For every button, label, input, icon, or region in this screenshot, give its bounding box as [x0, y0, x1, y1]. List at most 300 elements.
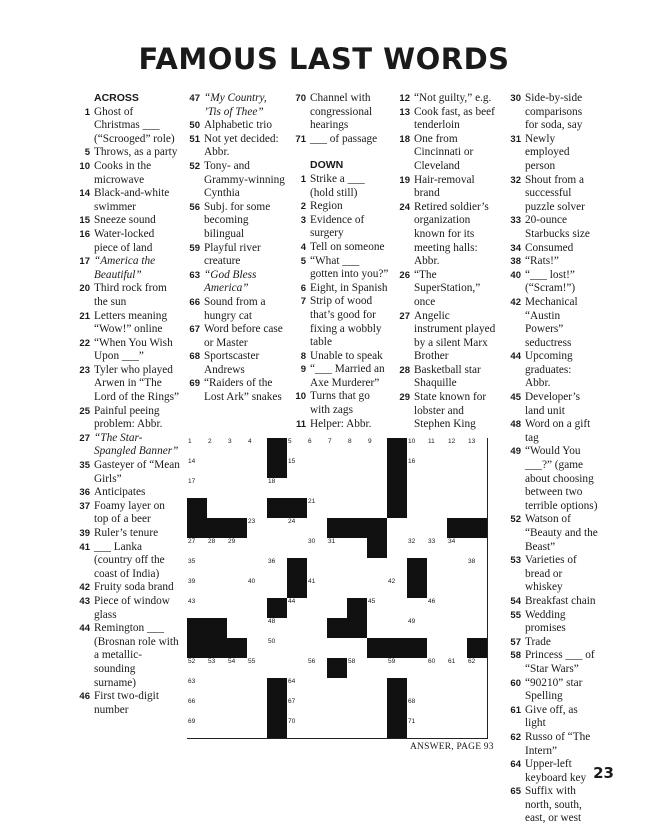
grid-cell[interactable]: [347, 558, 368, 579]
grid-cell[interactable]: [447, 478, 468, 499]
clue-item: [502, 609, 598, 636]
grid-cell[interactable]: [207, 498, 228, 519]
grid-cell-black: [327, 658, 348, 679]
grid-cell[interactable]: [367, 598, 388, 619]
grid-cell[interactable]: [207, 718, 228, 739]
grid-cell[interactable]: [207, 438, 228, 459]
grid-cell[interactable]: [367, 478, 388, 499]
clue-text: Region: [310, 200, 343, 213]
clue-text: Unable to speak: [310, 349, 383, 362]
grid-cell[interactable]: [427, 538, 448, 559]
clue-number: 59: [189, 242, 200, 254]
grid-cell[interactable]: [207, 698, 228, 719]
grid-cell[interactable]: [387, 558, 408, 579]
grid-cell[interactable]: [187, 698, 208, 719]
clue-item: [392, 364, 498, 391]
grid-cell[interactable]: [407, 458, 428, 479]
grid-cell[interactable]: [347, 578, 368, 599]
grid-cell[interactable]: [227, 578, 248, 599]
clue-number: 69: [189, 378, 200, 390]
answer-note: ANSWER, PAGE 93: [410, 742, 494, 752]
clue-text: Eight, in Spanish: [310, 281, 388, 294]
grid-cell[interactable]: [307, 598, 328, 619]
grid-cell[interactable]: [187, 478, 208, 499]
grid-cell-black: [347, 518, 368, 539]
grid-cell[interactable]: [227, 598, 248, 619]
grid-cell[interactable]: [307, 538, 328, 559]
cell-number: 39: [188, 578, 196, 585]
grid-cell[interactable]: [407, 618, 428, 639]
grid-cell[interactable]: [347, 658, 368, 679]
grid-cell[interactable]: [247, 618, 268, 639]
grid-cell[interactable]: [367, 698, 388, 719]
grid-cell[interactable]: [187, 558, 208, 579]
clue-text: Alphabetic trio: [204, 119, 273, 132]
clue-item: [290, 200, 390, 214]
grid-cell[interactable]: [407, 438, 428, 459]
grid-cell[interactable]: [347, 718, 368, 739]
grid-cell[interactable]: [247, 438, 268, 459]
clue-number: 53: [510, 555, 521, 567]
grid-cell[interactable]: [447, 658, 468, 679]
grid-cell[interactable]: [247, 518, 268, 539]
clue-number: 39: [79, 528, 90, 539]
grid-cell[interactable]: [287, 458, 308, 479]
grid-cell[interactable]: [247, 538, 268, 559]
cell-number: 13: [468, 438, 476, 445]
clue-column-4: [392, 92, 498, 432]
grid-cell[interactable]: [367, 578, 388, 599]
grid-cell[interactable]: [327, 538, 348, 559]
grid-cell[interactable]: [447, 678, 468, 699]
clue-item: [74, 459, 180, 486]
grid-cell[interactable]: [427, 698, 448, 719]
grid-cell[interactable]: [447, 538, 468, 559]
grid-cell[interactable]: [387, 598, 408, 619]
grid-cell[interactable]: [327, 598, 348, 619]
grid-cell[interactable]: [307, 658, 328, 679]
clue-number: 62: [510, 731, 521, 743]
grid-cell[interactable]: [187, 658, 208, 679]
grid-cell[interactable]: [407, 518, 428, 539]
grid-cell[interactable]: [247, 578, 268, 599]
cell-number: 54: [228, 658, 236, 665]
grid-cell[interactable]: [207, 538, 228, 559]
clue-text: Developer’s land unit: [525, 391, 581, 417]
grid-cell[interactable]: [447, 578, 468, 599]
grid-cell[interactable]: [227, 678, 248, 699]
cell-number: 16: [408, 458, 416, 465]
across-heading-row: [74, 92, 180, 106]
clue-text: Ghost of Christmas ___ (“Scrooged” role): [94, 105, 175, 145]
grid-cell[interactable]: [227, 478, 248, 499]
grid-cell[interactable]: [187, 538, 208, 559]
cell-number: 68: [408, 698, 416, 705]
grid-cell[interactable]: [247, 678, 268, 699]
grid-cell[interactable]: [427, 618, 448, 639]
grid-cell[interactable]: [287, 518, 308, 539]
clue-item: [186, 201, 286, 242]
clue-text: Princess ___ of “Star Wars”: [525, 649, 595, 675]
grid-cell[interactable]: [307, 438, 328, 459]
grid-cell[interactable]: [407, 478, 428, 499]
grid-cell[interactable]: [227, 658, 248, 679]
grid-cell[interactable]: [467, 698, 488, 719]
clue-text: Wedding promises: [525, 608, 566, 635]
grid-cell[interactable]: [287, 718, 308, 739]
clue-number: 66: [189, 296, 200, 308]
grid-cell[interactable]: [427, 458, 448, 479]
cell-number: 64: [288, 678, 296, 685]
down-clue-list: [290, 173, 390, 431]
cell-number: 67: [288, 698, 296, 705]
clue-number: 31: [510, 133, 521, 145]
grid-cell[interactable]: [227, 538, 248, 559]
grid-cell[interactable]: [427, 578, 448, 599]
grid-cell[interactable]: [447, 458, 468, 479]
clue-item: [392, 391, 498, 432]
cell-number: 44: [288, 598, 296, 605]
clue-text: Basketball star Shaquille: [414, 363, 481, 390]
clue-text: Fruity soda brand: [94, 581, 174, 594]
clue-text: Channel with congressional hearings: [310, 92, 373, 132]
grid-cell-black: [287, 558, 308, 579]
clue-text: Give off, as light: [525, 703, 578, 730]
grid-cell[interactable]: [467, 718, 488, 739]
clue-item: [74, 187, 180, 214]
grid-cell[interactable]: [327, 438, 348, 459]
grid-cell[interactable]: [247, 598, 268, 619]
grid-cell[interactable]: [467, 658, 488, 679]
clue-item: [502, 174, 598, 215]
grid-cell[interactable]: [367, 658, 388, 679]
clue-item: [502, 418, 598, 445]
clue-number: 52: [189, 160, 200, 172]
grid-cell[interactable]: [467, 478, 488, 499]
grid-cell[interactable]: [467, 438, 488, 459]
grid-cell[interactable]: [187, 438, 208, 459]
grid-cell[interactable]: [247, 498, 268, 519]
clue-text: Retired soldier’s organization known for its meeting halls: Abbr.: [414, 200, 489, 268]
grid-cell[interactable]: [447, 718, 468, 739]
clue-number: 46: [79, 691, 90, 703]
grid-cell-black: [367, 538, 388, 559]
grid-cell[interactable]: [227, 458, 248, 479]
grid-cell[interactable]: [447, 438, 468, 459]
grid-cell[interactable]: [447, 558, 468, 579]
grid-cell[interactable]: [227, 498, 248, 519]
grid-cell-black: [187, 518, 208, 539]
clue-number: 1: [300, 173, 306, 185]
grid-cell[interactable]: [227, 558, 248, 579]
grid-cell[interactable]: [287, 598, 308, 619]
grid-cell[interactable]: [367, 498, 388, 519]
grid-cell[interactable]: [327, 558, 348, 579]
clue-text: “Raiders of the Lost Ark” snakes: [204, 377, 282, 404]
clue-item: [392, 201, 498, 269]
grid-cell[interactable]: [347, 698, 368, 719]
clue-text: “God Bless America”: [204, 268, 257, 295]
clue-item: [186, 92, 286, 119]
grid-cell[interactable]: [407, 718, 428, 739]
grid-cell[interactable]: [407, 658, 428, 679]
grid-cell[interactable]: [427, 498, 448, 519]
clue-item: [74, 106, 180, 147]
grid-cell[interactable]: [207, 558, 228, 579]
clue-number: 27: [79, 432, 90, 444]
grid-cell[interactable]: [247, 558, 268, 579]
grid-cell[interactable]: [327, 578, 348, 599]
clue-item: [502, 255, 598, 269]
clue-text: “America the Beautiful”: [94, 255, 156, 281]
clue-number: 35: [79, 460, 90, 472]
clue-text: Side-by-side comparisons for soda, say: [525, 92, 583, 132]
clue-number: 71: [295, 133, 306, 145]
grid-cell[interactable]: [367, 438, 388, 459]
grid-cell[interactable]: [307, 518, 328, 539]
grid-cell[interactable]: [387, 518, 408, 539]
grid-cell[interactable]: [327, 678, 348, 699]
grid-cell[interactable]: [207, 678, 228, 699]
grid-cell[interactable]: [367, 558, 388, 579]
grid-cell[interactable]: [307, 618, 328, 639]
clue-item: [74, 622, 180, 690]
grid-cell[interactable]: [287, 618, 308, 639]
grid-cell[interactable]: [207, 598, 228, 619]
grid-cell[interactable]: [247, 638, 268, 659]
grid-cell[interactable]: [267, 538, 288, 559]
clue-number: 41: [79, 541, 90, 553]
grid-cell[interactable]: [287, 678, 308, 699]
cell-number: 70: [288, 718, 296, 725]
clue-number: 11: [295, 418, 306, 430]
grid-cell[interactable]: [307, 638, 328, 659]
clue-item: [502, 513, 598, 554]
grid-cell[interactable]: [327, 478, 348, 499]
grid-cell[interactable]: [347, 678, 368, 699]
clue-text: Russo of “The Intern”: [525, 730, 591, 757]
grid-cell[interactable]: [407, 698, 428, 719]
grid-cell[interactable]: [287, 698, 308, 719]
clue-text: “Would You ___?” (game about choosing between two terrible options): [525, 445, 598, 512]
clue-item: [392, 269, 498, 310]
grid-cell[interactable]: [427, 438, 448, 459]
grid-cell[interactable]: [347, 438, 368, 459]
clue-item: [392, 106, 498, 133]
page-number: 23: [593, 764, 614, 782]
grid-cell-black: [207, 518, 228, 539]
grid-cell[interactable]: [407, 538, 428, 559]
grid-cell[interactable]: [227, 618, 248, 639]
grid-cell[interactable]: [247, 718, 268, 739]
grid-cell[interactable]: [427, 678, 448, 699]
grid-cell[interactable]: [207, 658, 228, 679]
grid-cell[interactable]: [227, 718, 248, 739]
grid-cell[interactable]: [467, 578, 488, 599]
clue-text: Suffix with north, south, east, or west: [525, 785, 582, 825]
cell-number: 53: [208, 658, 216, 665]
grid-cell[interactable]: [427, 598, 448, 619]
clue-column-1: [74, 92, 180, 717]
cell-number: 2: [208, 438, 212, 445]
grid-cell[interactable]: [327, 638, 348, 659]
grid-cell[interactable]: [347, 478, 368, 499]
grid-cell[interactable]: [387, 538, 408, 559]
grid-cell[interactable]: [407, 678, 428, 699]
grid-cell-black: [287, 578, 308, 599]
grid-cell[interactable]: [187, 578, 208, 599]
grid-cell[interactable]: [287, 438, 308, 459]
grid-cell-black: [207, 618, 228, 639]
grid-cell[interactable]: [427, 558, 448, 579]
grid-cell[interactable]: [207, 478, 228, 499]
cell-number: 63: [188, 678, 196, 685]
grid-cell[interactable]: [427, 638, 448, 659]
grid-cell[interactable]: [267, 618, 288, 639]
grid-cell[interactable]: [267, 558, 288, 579]
grid-cell[interactable]: [247, 458, 268, 479]
grid-cell[interactable]: [187, 718, 208, 739]
grid-cell[interactable]: [307, 698, 328, 719]
grid-cell[interactable]: [307, 558, 328, 579]
clue-item: [290, 295, 390, 349]
clue-item: [290, 390, 390, 417]
grid-cell[interactable]: [207, 458, 228, 479]
clue-text: Sportscaster Andrews: [204, 350, 260, 376]
cell-number: 1: [188, 438, 192, 445]
clue-text: Upcoming graduates: Abbr.: [525, 350, 573, 390]
grid-cell[interactable]: [427, 658, 448, 679]
clue-number: 5: [84, 147, 90, 159]
clue-number: 40: [510, 269, 521, 281]
clue-text: Strike a ___ (hold still): [310, 172, 365, 199]
clue-text: “Rats!”: [525, 255, 559, 268]
grid-cell[interactable]: [407, 498, 428, 519]
grid-cell[interactable]: [467, 678, 488, 699]
grid-cell[interactable]: [367, 718, 388, 739]
grid-cell[interactable]: [447, 698, 468, 719]
clue-number: 61: [510, 704, 521, 716]
clue-text: Cook fast, as beef tenderloin: [414, 105, 495, 132]
grid-cell[interactable]: [447, 598, 468, 619]
clue-item: [502, 296, 598, 350]
clue-column-5: [502, 92, 598, 826]
grid-cell[interactable]: [187, 678, 208, 699]
grid-cell[interactable]: [407, 598, 428, 619]
grid-cell[interactable]: [467, 598, 488, 619]
grid-cell[interactable]: [307, 478, 328, 499]
grid-cell[interactable]: [247, 478, 268, 499]
grid-cell[interactable]: [447, 618, 468, 639]
grid-cell[interactable]: [327, 498, 348, 519]
grid-cell[interactable]: [187, 458, 208, 479]
clue-text: Cooks in the microwave: [94, 159, 152, 186]
clue-item: [392, 310, 498, 364]
clue-item: [502, 133, 598, 174]
clue-item: [502, 214, 598, 241]
grid-cell[interactable]: [247, 698, 268, 719]
grid-cell[interactable]: [267, 518, 288, 539]
cell-number: 10: [408, 438, 416, 445]
clue-text: “Not guilty,” e.g.: [414, 92, 492, 104]
grid-cell[interactable]: [367, 678, 388, 699]
grid-cell[interactable]: [227, 438, 248, 459]
grid-cell[interactable]: [307, 578, 328, 599]
grid-cell[interactable]: [467, 538, 488, 559]
grid-cell[interactable]: [227, 698, 248, 719]
grid-cell[interactable]: [207, 578, 228, 599]
grid-cell[interactable]: [267, 578, 288, 599]
clue-number: 3: [300, 214, 306, 226]
cell-number: 24: [288, 518, 296, 525]
clue-number: 21: [79, 310, 90, 322]
grid-cell[interactable]: [467, 618, 488, 639]
grid-cell[interactable]: [367, 458, 388, 479]
clue-text: Black-and-white swimmer: [94, 187, 170, 213]
clue-item: [74, 310, 180, 337]
cell-number: 11: [428, 438, 435, 445]
grid-cell[interactable]: [287, 538, 308, 559]
clue-number: 1: [84, 106, 90, 118]
grid-cell[interactable]: [267, 638, 288, 659]
clue-text: Remington ___ (Brosnan role with a metallic-sounding surname): [94, 622, 179, 689]
grid-cell[interactable]: [467, 458, 488, 479]
clue-item: [74, 595, 180, 622]
grid-cell[interactable]: [267, 478, 288, 499]
grid-cell[interactable]: [307, 718, 328, 739]
clue-number: 67: [189, 324, 200, 336]
clue-item: [392, 92, 498, 106]
grid-cell[interactable]: [447, 638, 468, 659]
grid-cell[interactable]: [387, 618, 408, 639]
clue-item: [186, 119, 286, 133]
clue-number: 45: [510, 392, 521, 404]
grid-cell[interactable]: [467, 498, 488, 519]
clue-text: Trade: [525, 635, 551, 648]
across-clue-list-continued: [186, 92, 286, 405]
grid-cell[interactable]: [327, 718, 348, 739]
clue-item: [502, 595, 598, 609]
grid-cell[interactable]: [267, 658, 288, 679]
grid-cell[interactable]: [427, 478, 448, 499]
grid-cell[interactable]: [467, 558, 488, 579]
grid-cell[interactable]: [387, 578, 408, 599]
grid-cell-black: [387, 638, 408, 659]
grid-cell[interactable]: [287, 638, 308, 659]
grid-cell[interactable]: [307, 498, 328, 519]
grid-cell[interactable]: [347, 638, 368, 659]
grid-cell[interactable]: [327, 698, 348, 719]
grid-cell[interactable]: [187, 598, 208, 619]
grid-cell[interactable]: [287, 658, 308, 679]
grid-cell[interactable]: [347, 498, 368, 519]
grid-cell[interactable]: [427, 518, 448, 539]
grid-cell[interactable]: [367, 618, 388, 639]
grid-cell[interactable]: [307, 458, 328, 479]
grid-cell[interactable]: [307, 678, 328, 699]
clue-number: 44: [79, 623, 90, 635]
grid-cell-black: [267, 438, 288, 459]
grid-cell[interactable]: [347, 538, 368, 559]
grid-cell[interactable]: [427, 718, 448, 739]
grid-cell[interactable]: [327, 458, 348, 479]
grid-cell[interactable]: [247, 658, 268, 679]
grid-cell[interactable]: [447, 498, 468, 519]
grid-cell[interactable]: [347, 458, 368, 479]
grid-cell[interactable]: [387, 658, 408, 679]
grid-cell[interactable]: [287, 478, 308, 499]
clue-column-3: [290, 92, 390, 431]
